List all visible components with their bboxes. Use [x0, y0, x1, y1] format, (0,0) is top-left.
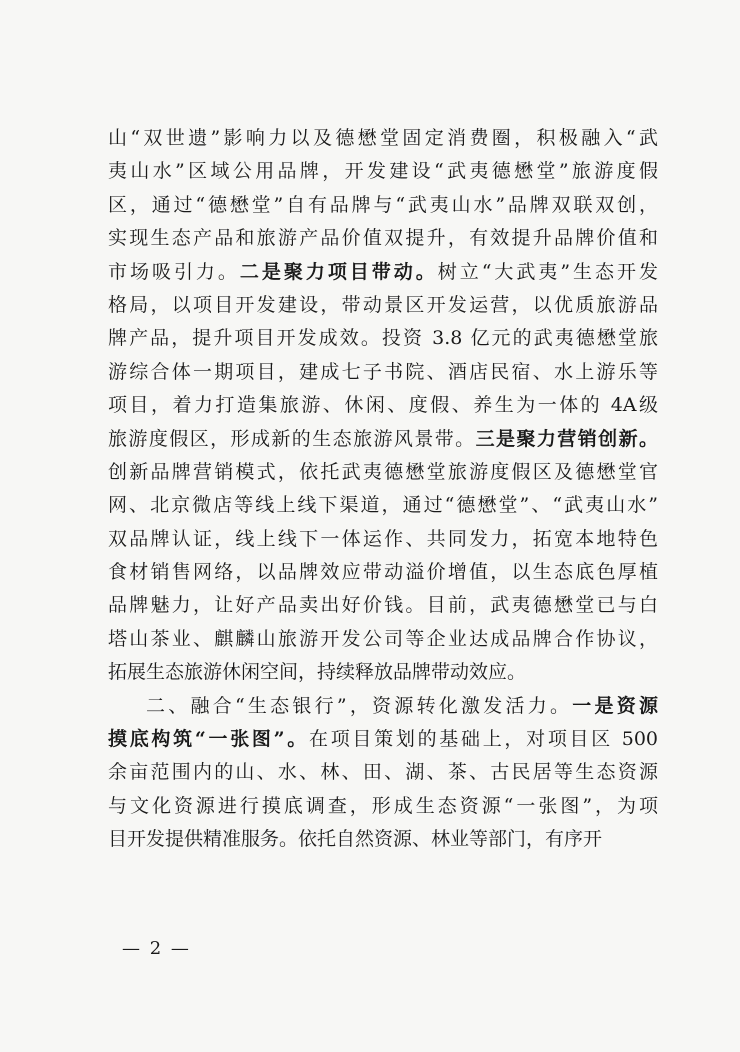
- text-line: [108, 756, 658, 789]
- text-line: [108, 790, 658, 823]
- text-line: [108, 356, 658, 389]
- text-line: [108, 589, 658, 622]
- bold-text-segment: 摸底构筑“一张图”。: [108, 728, 309, 751]
- text-segment: 牌产品，提升项目开发成效。投资 3.8 亿元的武夷德懋堂旅: [108, 327, 658, 350]
- text-segment: 创新品牌营销模式，依托武夷德懋堂旅游度假区及德懋堂官: [108, 460, 658, 483]
- text-segment: 在项目策划的基础上，对项目区 500: [309, 728, 659, 751]
- text-segment: 游综合体一期项目，建成七子书院、酒店民宿、水上游乐等: [108, 360, 658, 383]
- text-line: [108, 222, 658, 255]
- text-line: [108, 122, 658, 155]
- text-line: [108, 189, 658, 222]
- text-segment: 双品牌认证，线上线下一体运作、共同发力，拓宽本地特色: [108, 527, 658, 550]
- text-line: [108, 690, 658, 723]
- text-segment: 实现生态产品和旅游产品价值双提升，有效提升品牌价值和: [108, 227, 658, 250]
- text-line: [108, 423, 658, 456]
- bold-text-segment: 一是资源: [572, 694, 658, 717]
- text-line: [108, 556, 658, 589]
- text-line: [108, 456, 658, 489]
- text-segment: 区，通过“德懋堂”自有品牌与“武夷山水”品牌双联双创，: [108, 193, 658, 216]
- text-line: [108, 256, 658, 289]
- text-segment: 山“双世遗”影响力以及德懋堂固定消费圈，积极融入“武: [108, 127, 658, 149]
- text-line: [108, 289, 658, 322]
- text-line: [108, 322, 658, 355]
- text-segment: 网、北京微店等线上线下渠道，通过“德懋堂”、“武夷山水”: [108, 494, 658, 517]
- page-number: — 2 —: [122, 938, 191, 959]
- text-segment: 项目，着力打造集旅游、休闲、度假、养生为一体的 4A级: [108, 394, 658, 417]
- text-line: [108, 489, 658, 522]
- text-segment: 夷山水”区域公用品牌，开发建设“武夷德懋堂”旅游度假: [108, 160, 658, 183]
- text-segment: 塔山茶业、麒麟山旅游开发公司等企业达成品牌合作协议，: [108, 627, 658, 650]
- text-segment: 二、融合“生态银行”，资源转化激发活力。: [146, 694, 573, 717]
- text-segment: 余亩范围内的山、水、林、田、湖、茶、古民居等生态资源: [108, 761, 658, 784]
- bold-text-segment: 三是聚力营销创新。: [475, 427, 658, 450]
- bold-text-segment: 二是聚力项目带动。: [239, 260, 438, 283]
- text-segment: 品牌魅力，让好产品卖出好价钱。目前，武夷德懋堂已与白: [108, 594, 658, 617]
- text-segment: 食材销售网络，以品牌效应带动溢价增值，以生态底色厚植: [108, 561, 658, 584]
- text-line: [108, 723, 658, 756]
- text-segment: 树立“大武夷”生态开发: [437, 260, 658, 283]
- text-line: [108, 389, 658, 422]
- text-line: [108, 623, 658, 656]
- text-segment: 拓展生态旅游休闲空间，持续释放品牌带动效应。: [108, 661, 527, 684]
- text-line: [108, 523, 658, 556]
- text-segment: 市场吸引力。: [108, 260, 240, 283]
- text-line: [108, 656, 658, 689]
- text-segment: 旅游度假区，形成新的生态旅游风景带。: [108, 427, 476, 450]
- text-segment: 格局，以项目开发建设，带动景区开发运营，以优质旅游品: [108, 293, 658, 316]
- text-segment: 目开发提供精准服务。依托自然资源、林业等部门，有序开: [108, 828, 603, 851]
- text-line: [108, 155, 658, 188]
- text-line: [108, 823, 658, 856]
- text-segment: 与文化资源进行摸底调查，形成生态资源“一张图”，为项: [108, 794, 658, 817]
- body-text: [108, 122, 658, 857]
